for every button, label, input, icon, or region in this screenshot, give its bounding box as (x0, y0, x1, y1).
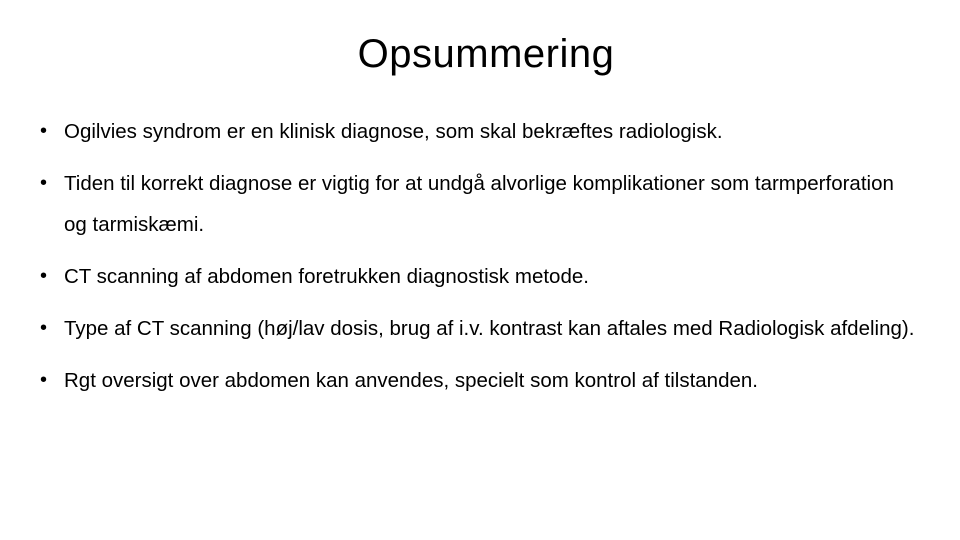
bullet-item (40, 360, 920, 401)
bullet-dot-icon: • (40, 369, 48, 391)
bullet-item (40, 308, 920, 349)
bullet-item (40, 256, 920, 297)
bullet-text: Tiden til korrekt diagnose er vigtig for at undgå alvorlige komplikationer som tarmperforation og tarmiskæmi. (64, 172, 894, 236)
bullet-item (40, 163, 920, 245)
bullet-dot-icon: • (40, 317, 48, 339)
bullet-item (40, 111, 920, 152)
bullet-text: Ogilvies syndrom er en klinisk diagnose, som skal bekræftes radiologisk. (64, 120, 723, 143)
bullet-text: CT scanning af abdomen foretrukken diagnostisk metode. (64, 265, 589, 288)
slide-title: Opsummering (357, 32, 615, 76)
bullet-text: Rgt oversigt over abdomen kan anvendes, specielt som kontrol af tilstanden. (64, 369, 758, 392)
bullet-dot-icon: • (40, 172, 48, 194)
bullet-text: Type af CT scanning (høj/lav dosis, brug af i.v. kontrast kan aftales med Radiologisk afdeling). (64, 317, 915, 340)
bullet-dot-icon: • (40, 120, 48, 142)
bullet-list (40, 111, 920, 412)
bullet-dot-icon: • (40, 265, 48, 287)
